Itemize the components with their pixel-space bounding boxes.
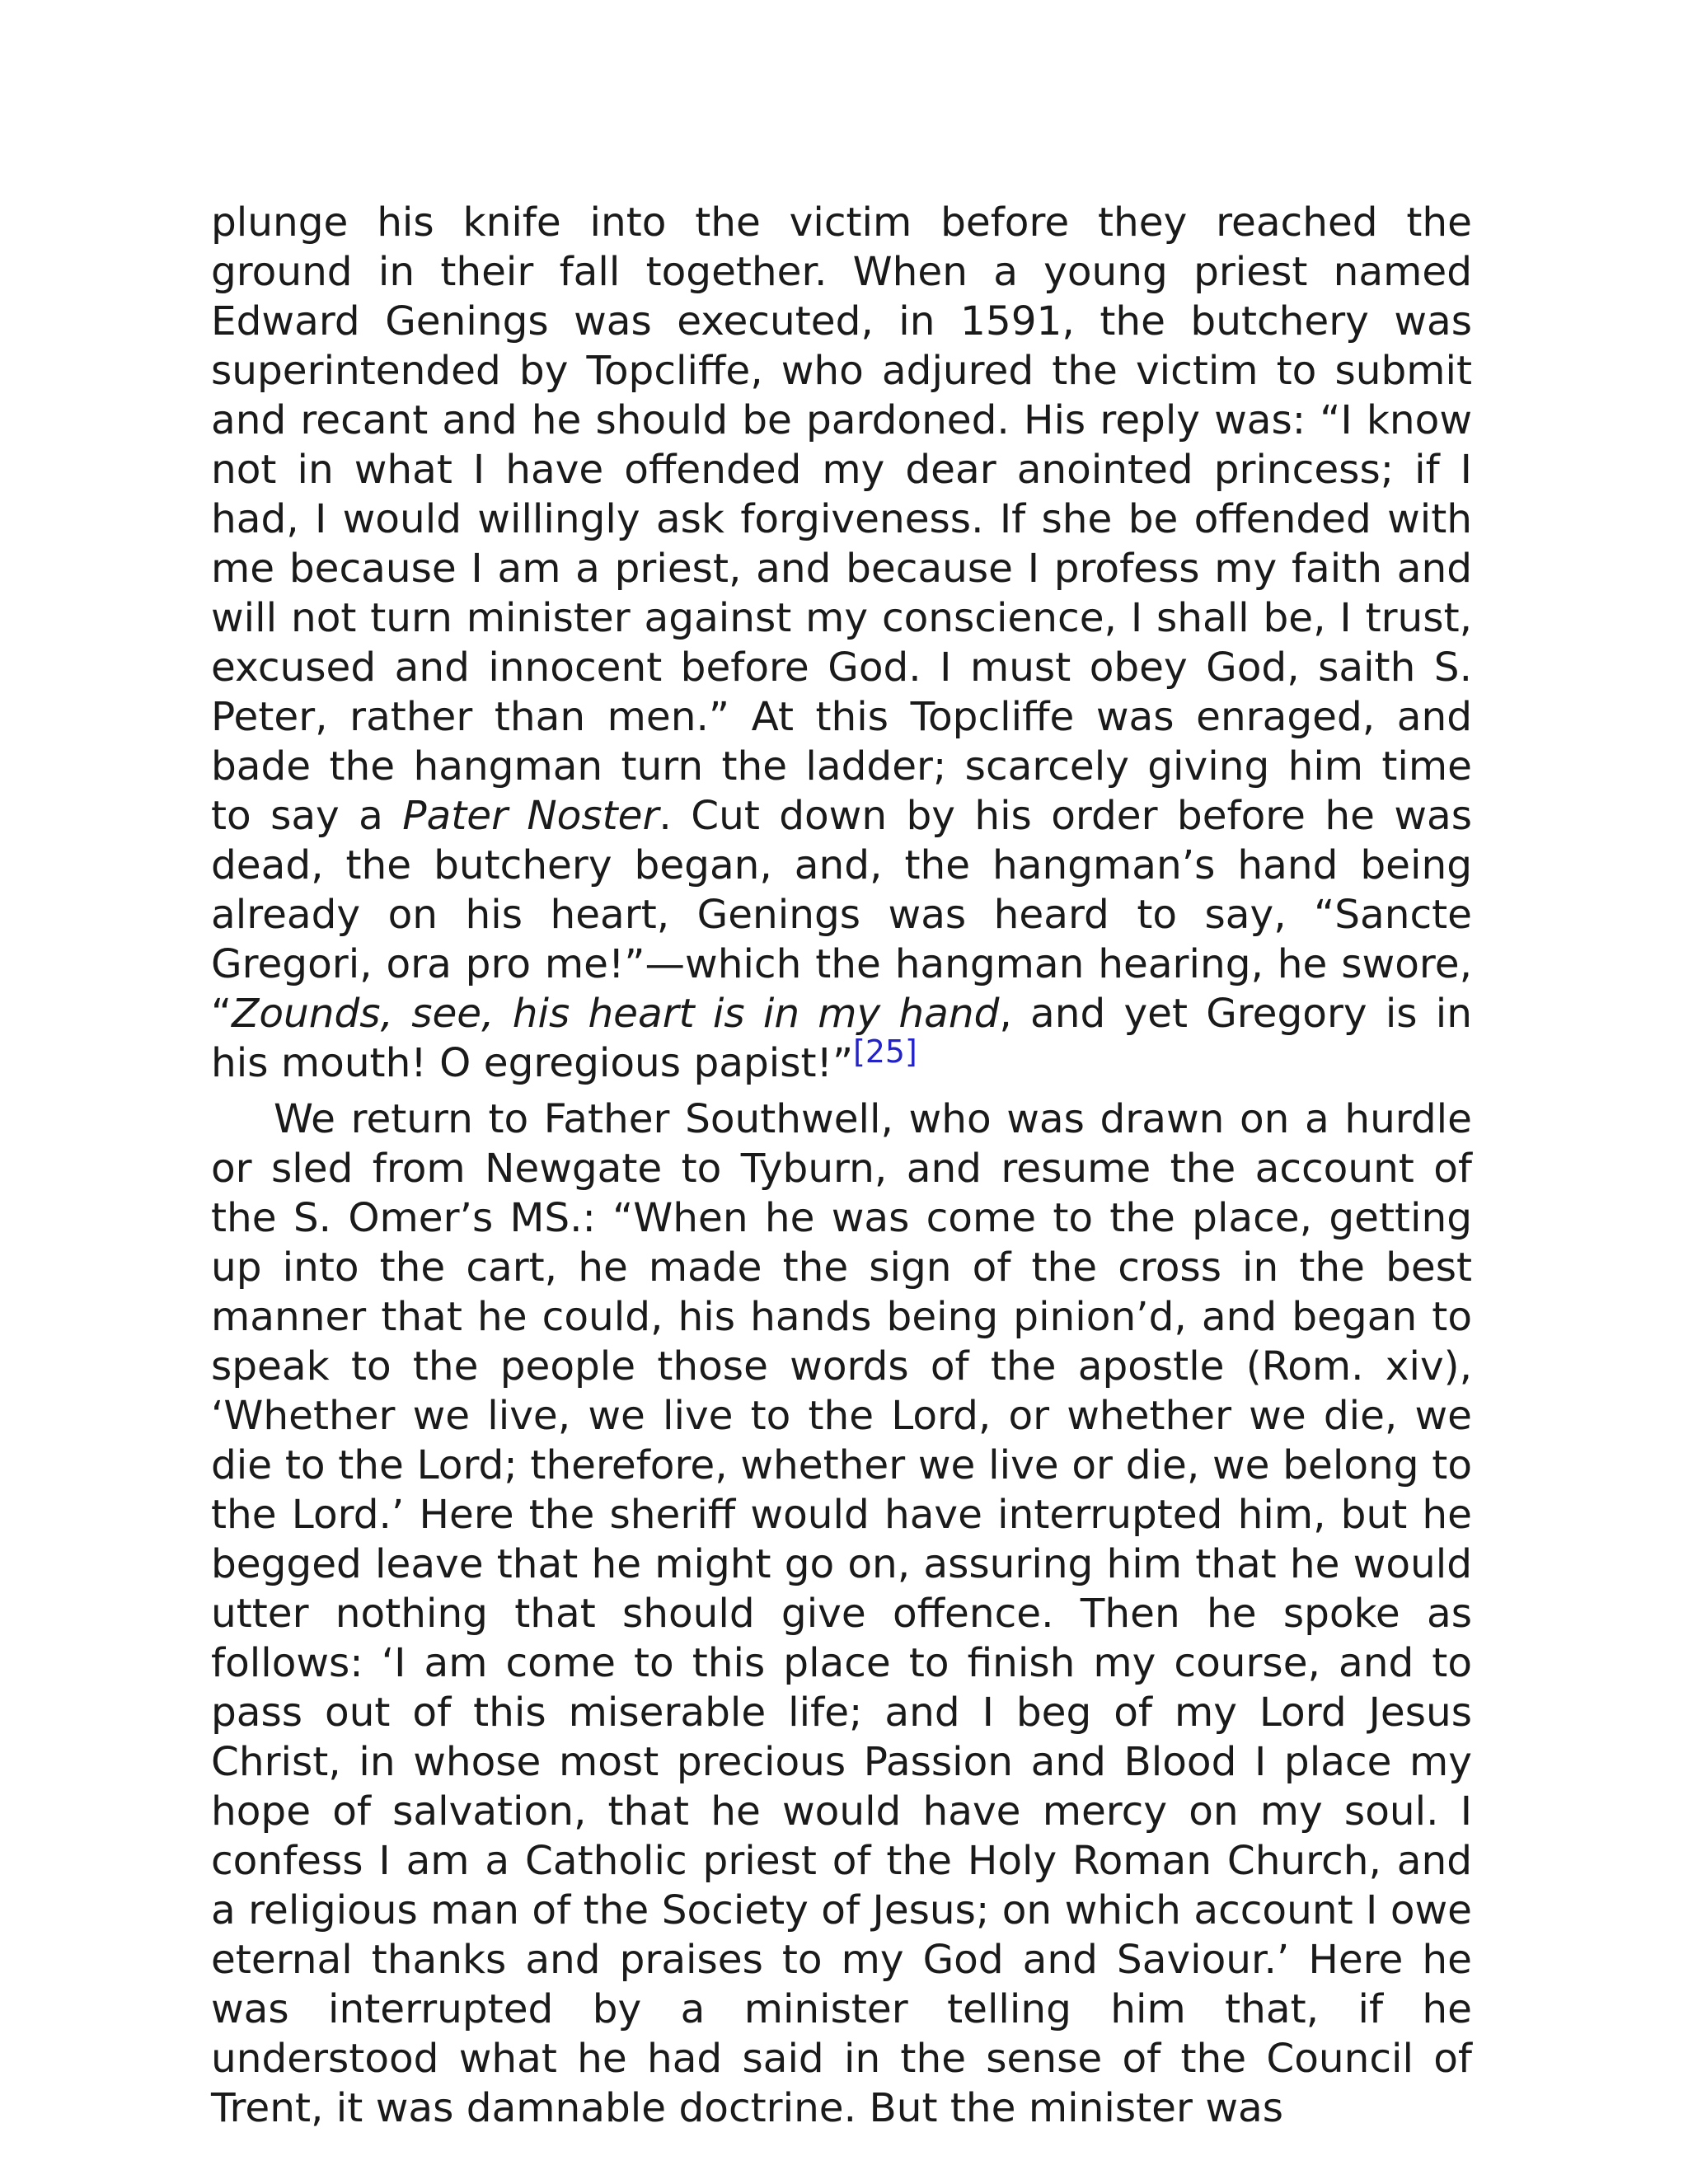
paragraph-text: . Cut down by his order before he was dead, the butchery began, and, the hangman’s hand being already on his heart, Genings was heard to say, “Sancte Gregori, ora pro me!”—which the hangman hearing, he swore, “ xyxy=(211,793,1472,1037)
footnote-link[interactable]: [25] xyxy=(853,1033,917,1070)
italic-phrase: Pater Noster xyxy=(402,793,659,839)
paragraph-genings-execution xyxy=(211,198,1472,1088)
italic-quote: Zounds, see, his heart is in my hand xyxy=(232,991,1000,1037)
paragraph-southwell: We return to Father Southwell, who was drawn on a hurdle or sled from Newgate to Tyburn, and resume the account of the S. Omer’s MS.: “When he was come to the place, getting up into the cart, he made the sign of the cross in the best manner that he could, his hands being pinion’d, and began to speak to the people those words of the apostle (Rom. xiv), ‘Whether we live, we live to the Lord, or whether we die, we die to the Lord; therefore, whether we live or die, we belong to the Lord.’ Here the sheriff would have interrupted him, but he begged leave that he might go on, assuring him that he would utter nothing that should give offence. Then he spoke as follows: ‘I am come to this place to finish my course, and to pass out of this miserable life; and I beg of my Lord Jesus Christ, in whose most precious Passion and Blood I place my hope of salvation, that he would have mercy on my soul. I confess I am a Catholic priest of the Holy Roman Church, and a religious man of the Society of Jesus; on which account I owe eternal thanks and praises to my God and Saviour.’ Here he was interrupted by a minister telling him that, if he understood what he had said in the sense of the Council of Trent, it was damnable doctrine. But the minister was xyxy=(211,1096,1472,2131)
document-page xyxy=(211,198,1472,2133)
paragraph-text: , and yet Gregory is in his mouth! O egregious papist!” xyxy=(211,991,1472,1086)
paragraph-text: plunge his knife into the victim before they reached the ground in their fall together. When a young priest named Edward Genings was executed, in 1591, the butchery was superintended by Topcliffe, who adjured the victim to submit and recant and he should be pardoned. His reply was: “I know not in what I have offended my dear anointed princess; if I had, I would willingly ask forgiveness. If she be offended with me because I am a priest, and because I profess my faith and will not turn minister against my conscience, I shall be, I trust, excused and innocent before God. I must obey God, saith S. Peter, rather than men.” At this Topcliffe was enraged, and bade the hangman turn the ladder; scarcely giving him time to say a xyxy=(211,199,1472,839)
